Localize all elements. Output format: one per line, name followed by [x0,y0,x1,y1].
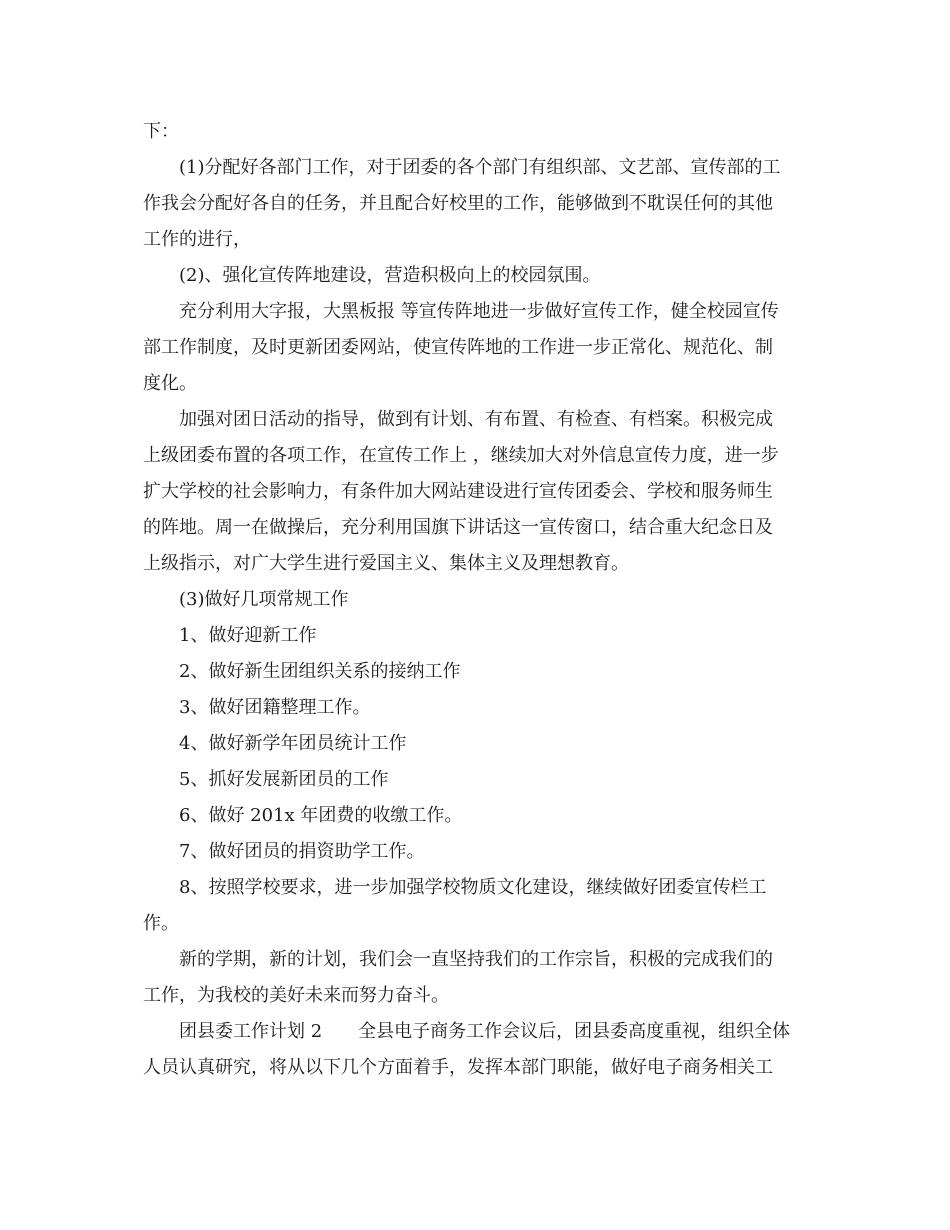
text-line: 下： [143,121,179,142]
text-line: 作。 [143,913,179,934]
text-line: 扩大学校的社会影响力，有条件加大网站建设进行宣传团委会、学校和服务师生 [143,481,773,502]
text-line: 人员认真研究，将从以下几个方面着手，发挥本部门职能，做好电子商务相关工 [143,1057,773,1078]
list-item: 6、做好 201x 年团费的收缴工作。 [179,805,463,826]
paragraph-line: (2)、强化宣传阵地建设，营造积极向上的校园氛围。 [179,265,601,286]
paragraph-line: 加强对团日活动的指导，做到有计划、有布置、有检查、有档案。积极完成 [179,409,773,430]
list-item: 5、抓好发展新团员的工作 [179,769,389,790]
text-line: 上级指示，对广大学生进行爱国主义、集体主义及理想教育。 [143,553,629,574]
text-line: 工作，为我校的美好未来而努力奋斗。 [143,985,449,1006]
text-line: 的阵地。周一在做操后，充分利用国旗下讲话这一宣传窗口，结合重大纪念日及 [143,517,773,538]
paragraph-line: 充分利用大字报，大黑板报 等宣传阵地进一步做好宣传工作，健全校园宣传 [179,301,779,322]
text-line: 作我会分配好各自的任务，并且配合好校里的工作，能够做到不耽误任何的其他 [143,193,773,214]
document-body [143,114,811,1086]
paragraph-line: (1)分配好各部门工作，对于团委的各个部门有组织部、文艺部、宣传部的工 [179,157,781,178]
list-item: 3、做好团籍整理工作。 [179,697,371,718]
text-line: 部工作制度，及时更新团委网站，使宣传阵地的工作进一步正常化、规范化、制 [143,337,773,358]
text-line: 上级团委布置的各项工作，在宣传工作上 ，继续加大对外信息宣传力度，进一步 [143,445,779,466]
paragraph-line: (3)做好几项常规工作 [179,589,349,610]
list-item: 1、做好迎新工作 [179,625,317,646]
text-line: 度化。 [143,373,197,394]
paragraph-line: 新的学期，新的计划，我们会一直坚持我们的工作宗旨，积极的完成我们的 [179,949,773,970]
list-item: 4、做好新学年团员统计工作 [179,733,407,754]
list-item: 2、做好新生团组织关系的接纳工作 [179,661,461,682]
section-heading-line: 团县委工作计划 2 全县电子商务工作会议后，团县委高度重视，组织全体 [179,1021,791,1042]
list-item: 7、做好团员的捐资助学工作。 [179,841,425,862]
text-line: 工作的进行， [143,229,251,250]
list-item: 8、按照学校要求，进一步加强学校物质文化建设，继续做好团委宣传栏工 [179,877,767,898]
